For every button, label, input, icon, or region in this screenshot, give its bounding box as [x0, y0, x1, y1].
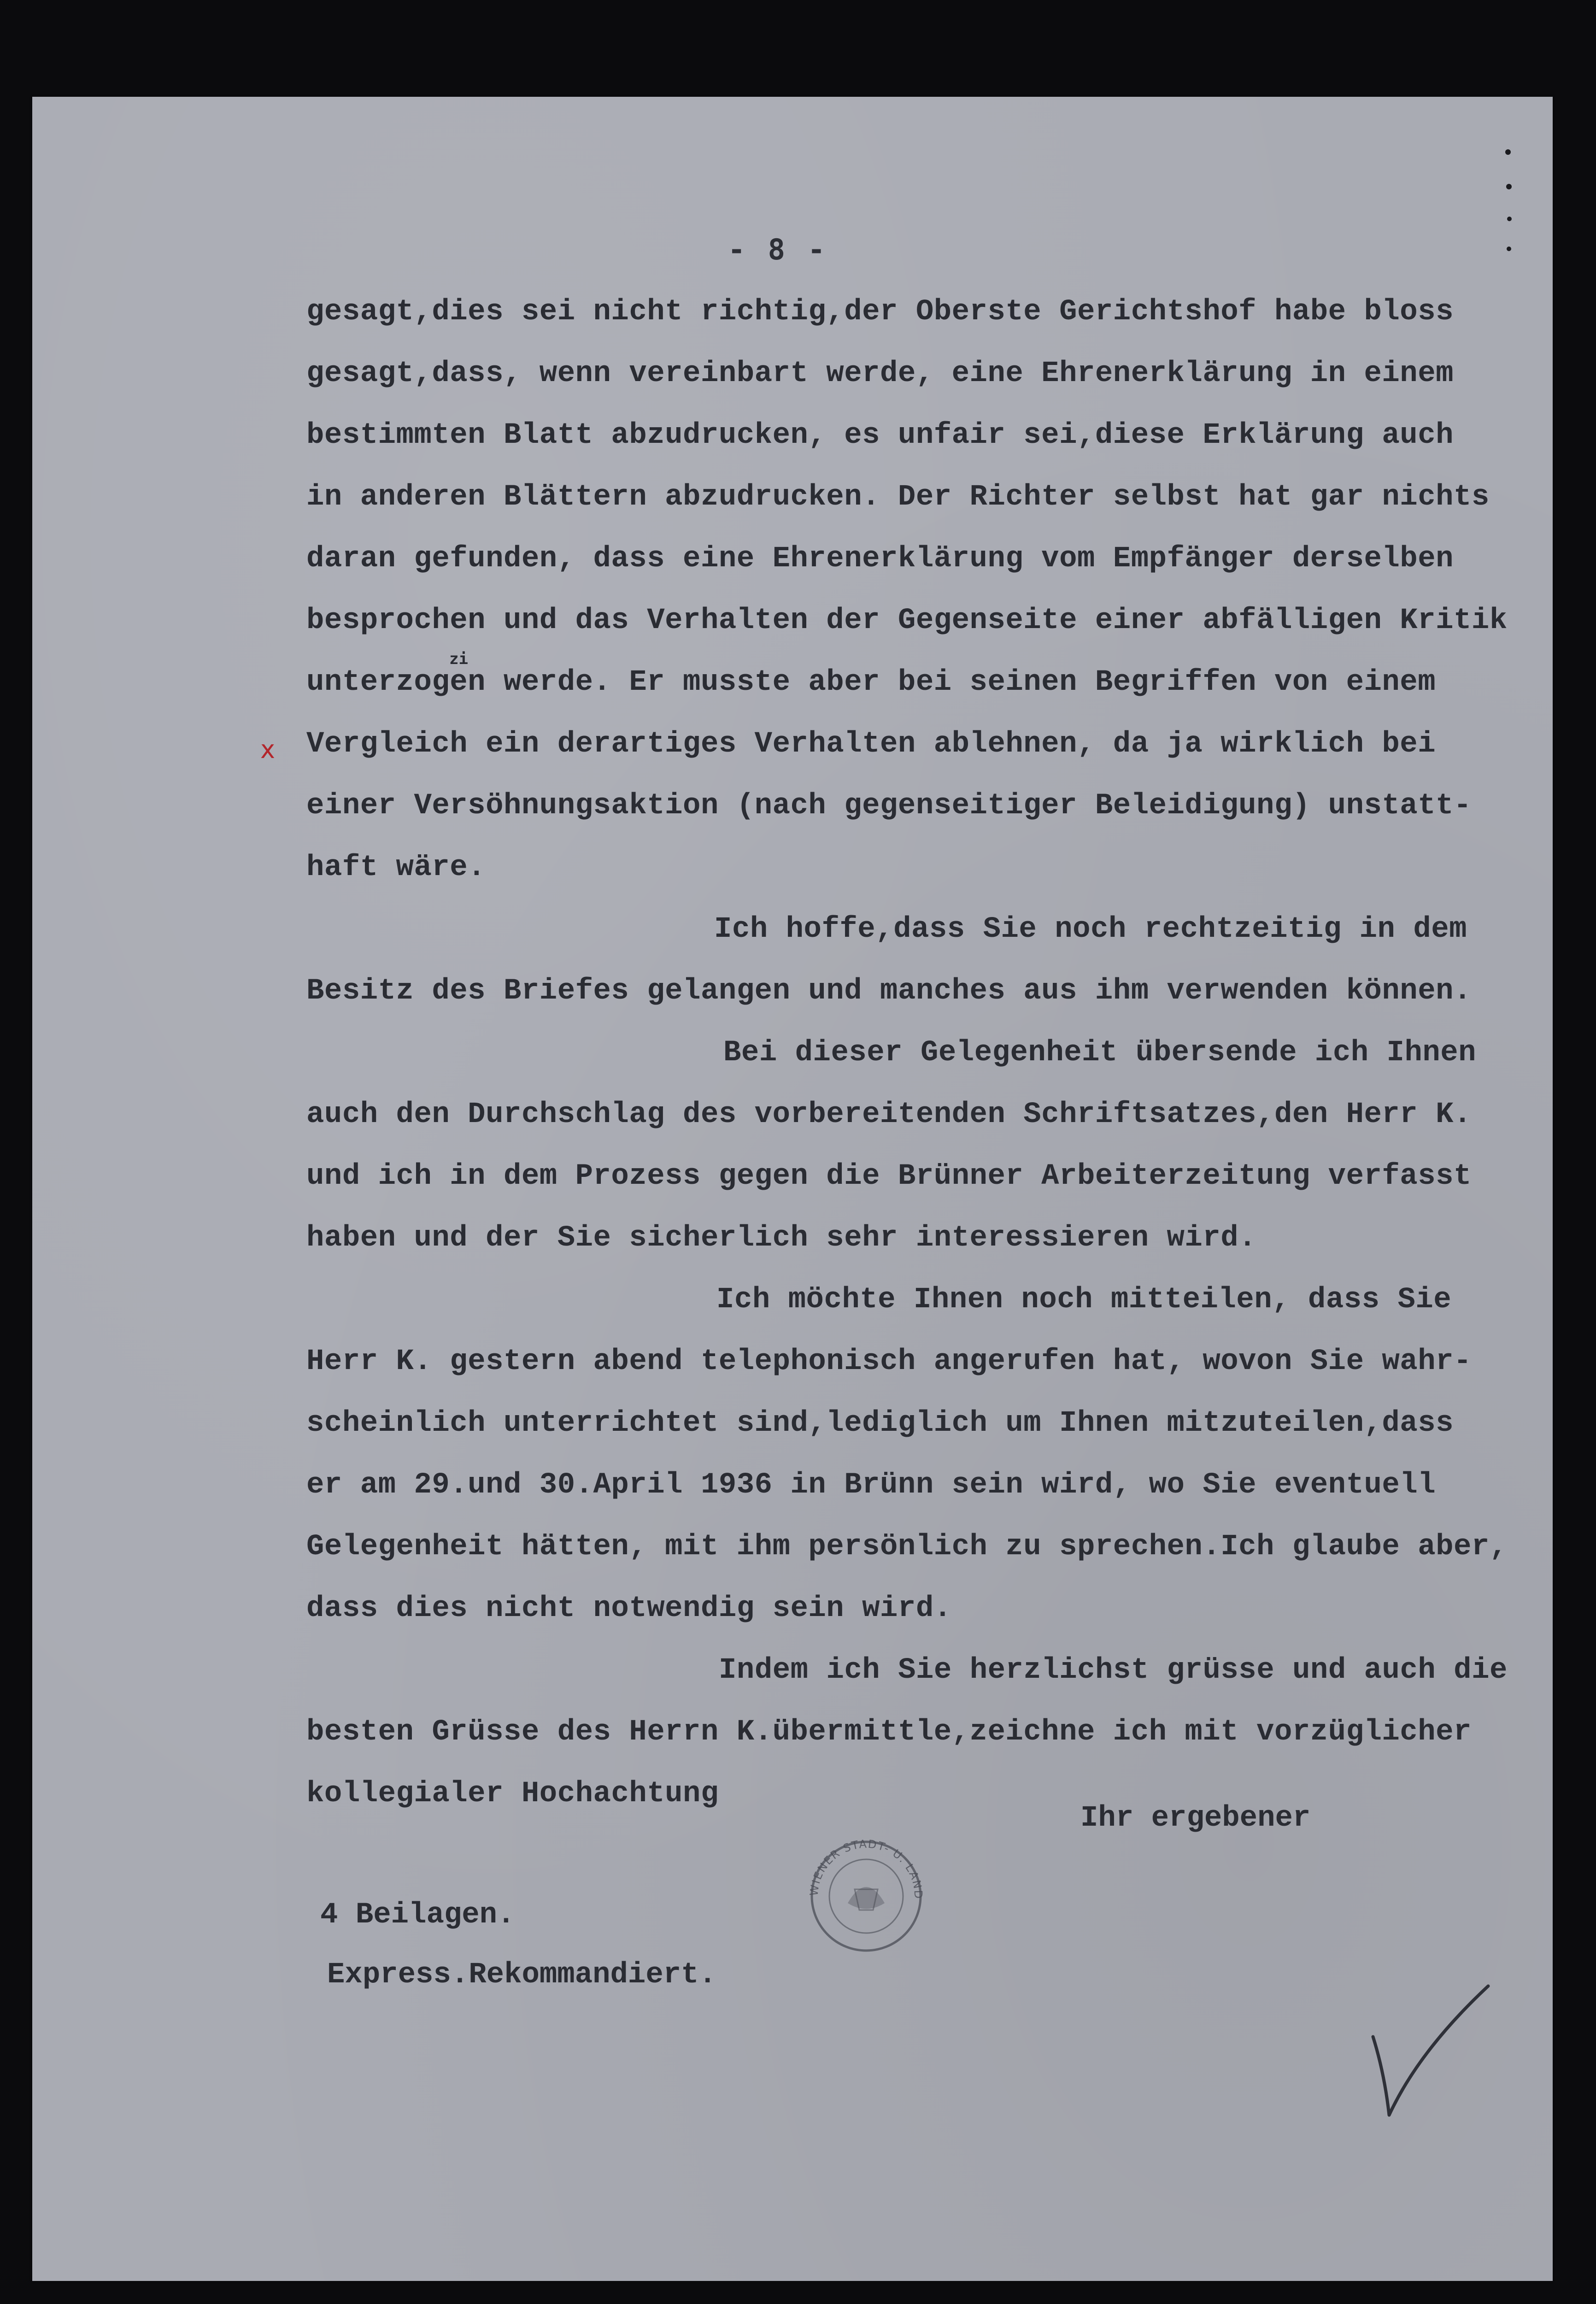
- text-line: unterzogen werde. Er musste aber bei seinen Begriffen von einem: [306, 666, 1436, 699]
- enclosures-note: 4 Beilagen.: [320, 1898, 515, 1932]
- text-line: Vergleich ein derartiges Verhalten ablehnen, da ja wirklich bei: [306, 728, 1436, 761]
- library-stamp-icon: [804, 1834, 928, 1958]
- page-edge-marks: [1500, 143, 1518, 263]
- text-line: Herr K. gestern abend telephonisch angerufen hat, wovon Sie wahr-: [306, 1345, 1472, 1378]
- text-line: gesagt,dass, wenn vereinbart werde, eine Ehrenerklärung in einem: [306, 357, 1454, 390]
- text-line: Bei dieser Gelegenheit übersende ich Ihnen: [723, 1036, 1477, 1070]
- text-line: haben und der Sie sicherlich sehr interessieren wird.: [306, 1222, 1257, 1255]
- text-line: in anderen Blättern abzudrucken. Der Richter selbst hat gar nichts: [306, 481, 1490, 514]
- text-line: dass dies nicht notwendig sein wird.: [306, 1592, 952, 1625]
- text-line: Ich hoffe,dass Sie noch rechtzeitig in dem: [714, 913, 1467, 946]
- text-line: Indem ich Sie herzlichst grüsse und auch die: [719, 1654, 1508, 1687]
- text-line: besten Grüsse des Herrn K.übermittle,zeichne ich mit vorzüglicher: [306, 1716, 1472, 1749]
- text-line: Besitz des Briefes gelangen und manches aus ihm verwenden können.: [306, 975, 1472, 1008]
- red-margin-mark-icon: x: [260, 735, 275, 764]
- closing-salutation: Ihr ergebener: [1080, 1802, 1311, 1835]
- delivery-note: Express.Rekommandiert.: [327, 1958, 716, 1992]
- interlinear-correction: zi: [449, 650, 468, 668]
- text-line: er am 29.und 30.April 1936 in Brünn sein wird, wo Sie eventuell: [306, 1469, 1436, 1502]
- letter-body: [306, 281, 1532, 1825]
- text-line: und ich in dem Prozess gegen die Brünner Arbeiterzeitung verfasst: [306, 1160, 1472, 1193]
- text-line: haft wäre.: [306, 851, 486, 884]
- svg-text:WIENER STADT- U. LANDESBIBL.: WIENER STADT- U. LAND: [807, 1837, 925, 1900]
- text-line: gesagt,dies sei nicht richtig,der Oberste Gerichtshof habe bloss: [306, 295, 1454, 329]
- text-line: scheinlich unterrichtet sind,lediglich um Ihnen mitzuteilen,dass: [306, 1407, 1454, 1440]
- text-line: besprochen und das Verhalten der Gegenseite einer abfälligen Kritik: [306, 604, 1508, 637]
- checkmark-icon: [1364, 1977, 1493, 2124]
- text-line: Ich möchte Ihnen noch mitteilen, dass Sie: [716, 1283, 1452, 1317]
- text-line: daran gefunden, dass eine Ehrenerklärung vom Empfänger derselben: [306, 542, 1454, 576]
- text-line: bestimmten Blatt abzudrucken, es unfair sei,diese Erklärung auch: [306, 419, 1454, 452]
- text-line: einer Versöhnungsaktion (nach gegenseitiger Beleidigung) unstatt-: [306, 789, 1472, 823]
- text-line: Gelegenheit hätten, mit ihm persönlich zu sprechen.Ich glaube aber,: [306, 1530, 1508, 1563]
- text-line: auch den Durchschlag des vorbereitenden Schriftsatzes,den Herr K.: [306, 1098, 1472, 1131]
- page-number: - 8 -: [728, 233, 828, 266]
- text-line: kollegialer Hochachtung: [306, 1777, 719, 1810]
